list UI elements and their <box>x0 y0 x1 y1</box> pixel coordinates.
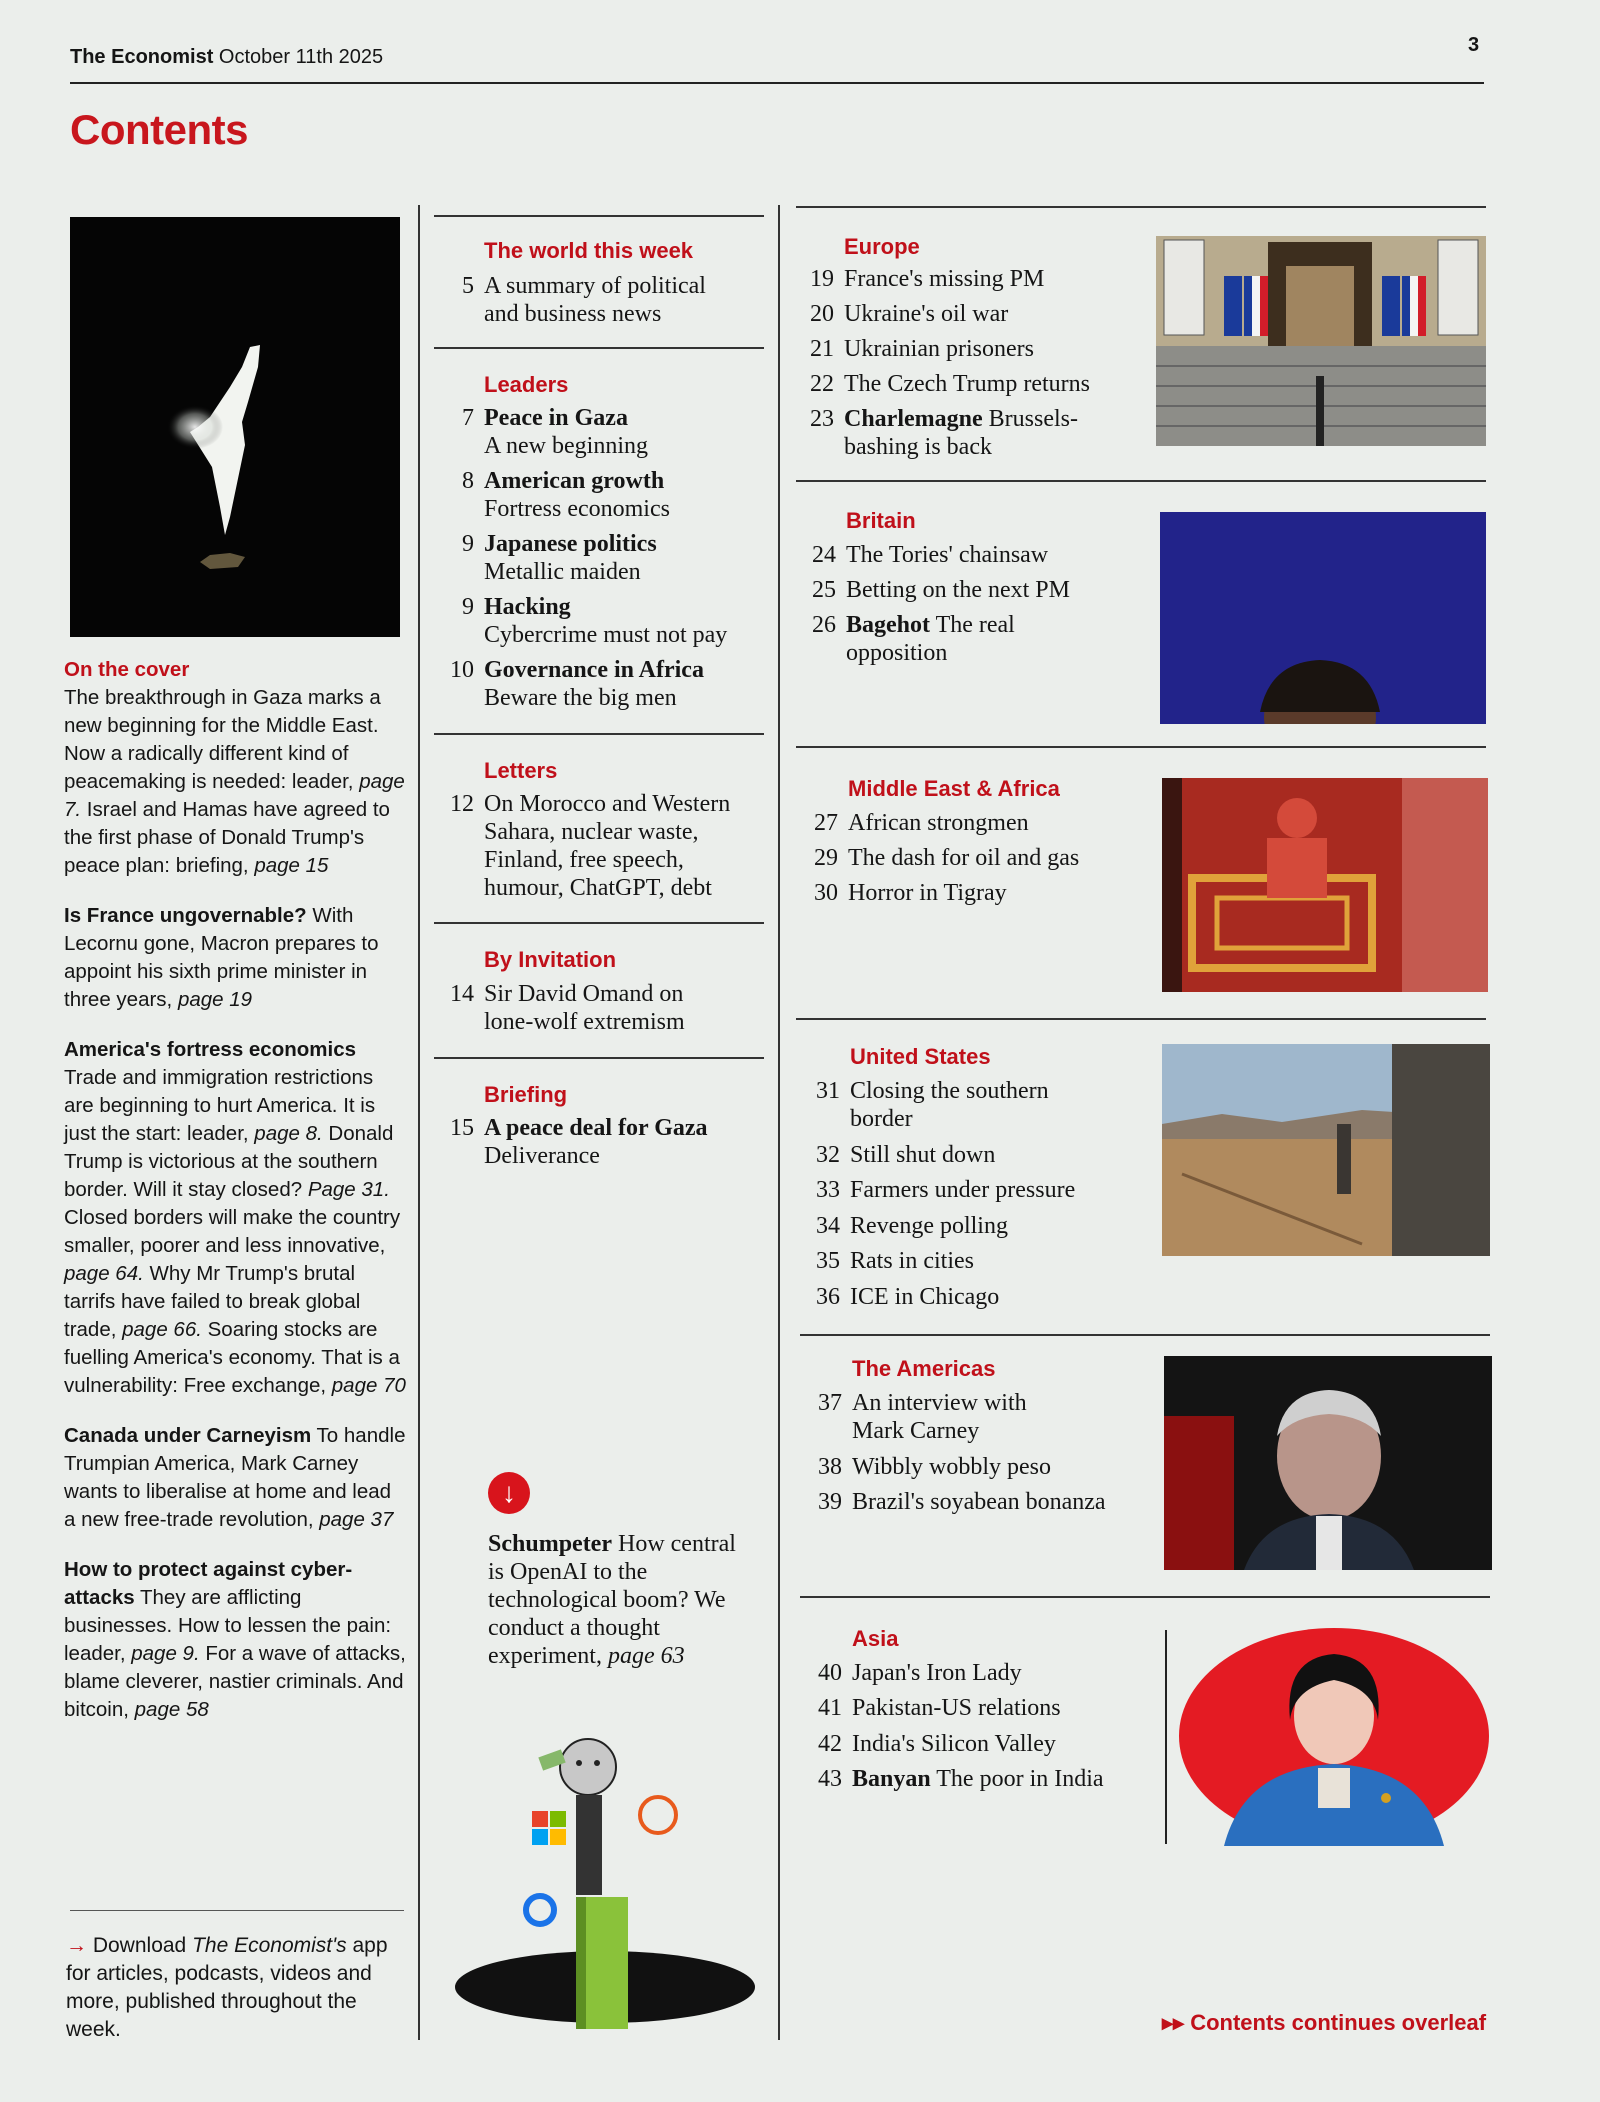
toc-entry-34[interactable] <box>810 1212 1140 1240</box>
page-num: 25 <box>812 577 836 603</box>
entry-text: Pakistan-US relations <box>852 1695 1061 1721</box>
window-right <box>1438 240 1478 335</box>
entry-line-1: The poor in India <box>930 1766 1104 1792</box>
robot-eye-left <box>576 1760 582 1766</box>
cyber-block <box>64 1556 406 1724</box>
toc-entry-27[interactable] <box>808 809 1138 837</box>
toc-entry-39[interactable] <box>812 1488 1152 1516</box>
page-num: 40 <box>818 1660 842 1686</box>
entry-line-2: Sahara, nuclear waste, <box>484 819 699 845</box>
red-backdrop <box>1164 1416 1234 1570</box>
toc-entry-23[interactable] <box>804 405 1144 461</box>
entry-line-1: Closing the southern <box>850 1078 1049 1104</box>
page-num: 15 <box>450 1115 474 1141</box>
toc-entry-22[interactable] <box>804 370 1144 398</box>
dark-border <box>1162 778 1182 992</box>
section-rule-leaders <box>434 347 764 349</box>
page-num: 31 <box>816 1078 840 1104</box>
page-num: 12 <box>450 791 474 817</box>
figure-head <box>1277 798 1317 838</box>
entry-subtitle: A new beginning <box>484 433 648 459</box>
toc-entry-7[interactable] <box>444 404 764 460</box>
page-num: 35 <box>816 1248 840 1274</box>
windows-logo-yellow <box>550 1829 566 1845</box>
entry-subtitle: Cybercrime must not pay <box>484 622 728 648</box>
download-brand: The Economist's <box>192 1934 347 1957</box>
toc-entry-35[interactable] <box>810 1247 1140 1275</box>
entry-text: African strongmen <box>848 810 1029 836</box>
flag-right-fr-white <box>1410 276 1418 336</box>
cover-illustration <box>70 217 400 637</box>
page-num: 9 <box>462 531 474 557</box>
entry-line-2: border <box>850 1106 913 1132</box>
lamp-post <box>1316 376 1324 446</box>
cyber-heading: How to protect against cyber-attacks <box>64 1558 353 1609</box>
entry-title: Japanese politics <box>484 531 657 557</box>
entry-subtitle: Deliverance <box>484 1143 600 1169</box>
entry-text: ICE in Chicago <box>850 1284 1000 1310</box>
flag-left-fr-red <box>1260 276 1268 336</box>
section-title-americas: The Americas <box>852 1356 996 1381</box>
entry-text: The dash for oil and gas <box>848 845 1080 871</box>
cyber-text-1: They are afflicting businesses. How to lessen the pain: leader, <box>64 1586 392 1665</box>
entry-text <box>484 272 706 328</box>
page-num: 36 <box>816 1284 840 1310</box>
entry-text: Japan's Iron Lady <box>852 1660 1022 1686</box>
column-divider-left <box>418 205 420 2040</box>
page-num: 30 <box>814 880 838 906</box>
schumpeter-title: Schumpeter <box>488 1531 612 1557</box>
toc-entry-20[interactable] <box>804 300 1134 328</box>
city-lights <box>200 553 245 569</box>
on-the-cover-heading: On the cover <box>64 658 190 681</box>
entry-title: Hacking <box>484 594 571 620</box>
toc-entry-32[interactable] <box>810 1141 1140 1169</box>
entry-text <box>484 790 730 902</box>
toc-entry-40[interactable] <box>812 1659 1142 1687</box>
left-column-rule <box>70 1910 404 1911</box>
flag-right-fr-blue <box>1402 276 1410 336</box>
entry-text: Wibbly wobbly peso <box>852 1454 1052 1480</box>
section-rule-britain <box>796 480 1486 482</box>
contents-continues-link[interactable] <box>1162 2010 1486 2036</box>
flower-burst <box>640 1797 676 1833</box>
entry-line-1: On Morocco and Western <box>484 791 731 817</box>
windows-logo-red <box>532 1811 548 1827</box>
entry-text: Brazil's soyabean bonanza <box>852 1489 1106 1515</box>
page-num: 37 <box>818 1390 842 1416</box>
glow-cloud <box>167 405 223 449</box>
section-rule-europe <box>796 206 1486 208</box>
page-num: 33 <box>816 1177 840 1203</box>
section-rule-world <box>434 215 764 217</box>
entry-text: Revenge polling <box>850 1213 1008 1239</box>
toc-entry-10[interactable] <box>444 656 764 712</box>
section-title-invitation: By Invitation <box>484 947 617 972</box>
schumpeter-teaser[interactable] <box>488 1530 738 1670</box>
publication-name: The Economist <box>70 46 214 68</box>
toc-entry-14[interactable] <box>444 980 764 1036</box>
page-num: 10 <box>450 657 474 683</box>
toc-entry-26[interactable] <box>806 611 1136 667</box>
entry-text <box>844 405 1078 461</box>
entry-line-1: A summary of political <box>484 273 706 299</box>
america-text-1: Trade and immigration restrictions are beginning to hurt America. It is just the start: leader, <box>64 1066 376 1145</box>
entry-text: Farmers under pressure <box>850 1177 1076 1203</box>
entry-line-1: Brussels- <box>982 406 1078 432</box>
section-title-mea: Middle East & Africa <box>848 776 1060 801</box>
page-num: 39 <box>818 1489 842 1515</box>
americas-photo <box>1164 1356 1492 1570</box>
toc-entry-29[interactable] <box>808 844 1138 872</box>
schumpeter-page-link[interactable]: page 63 <box>607 1643 685 1669</box>
page-num: 20 <box>810 301 834 327</box>
pin-badge <box>1381 1793 1391 1803</box>
toc-entry-42[interactable] <box>812 1730 1142 1758</box>
cyber-text-2: For a wave of attacks, blame cleverer, nastier criminals. And bitcoin, <box>64 1642 406 1721</box>
section-rule-briefing <box>434 1057 764 1059</box>
page-num: 29 <box>814 845 838 871</box>
america-page-link-4[interactable]: page 66. <box>122 1318 202 1341</box>
canada-heading: Canada under Carneyism <box>64 1424 312 1447</box>
america-block <box>64 1036 406 1400</box>
toc-entry-38[interactable] <box>812 1453 1142 1481</box>
entry-text <box>850 1077 1049 1133</box>
toc-entry-9-japan[interactable] <box>444 530 764 586</box>
entry-text: Horror in Tigray <box>848 880 1007 906</box>
asia-illustration <box>1164 1628 1494 1846</box>
entry-text <box>846 611 1015 667</box>
entry-text: Ukrainian prisoners <box>844 336 1034 362</box>
france-text: With Lecornu gone, Macron prepares to appoint his sixth prime minister in three years, <box>64 904 379 1011</box>
section-title-europe: Europe <box>844 234 920 259</box>
arrow-right-icon: → <box>66 1934 87 1957</box>
toc-entry-21[interactable] <box>804 335 1134 363</box>
entry-line-2: lone-wolf extremism <box>484 1009 685 1035</box>
column-name: Bagehot <box>846 612 930 638</box>
worker-figure <box>1337 1124 1351 1194</box>
page-num: 23 <box>810 406 834 432</box>
mea-photo <box>1162 778 1488 992</box>
toc-entry-30[interactable] <box>808 879 1138 907</box>
border-wall <box>1392 1044 1490 1256</box>
page-num: 26 <box>812 612 836 638</box>
page-num: 5 <box>462 273 474 299</box>
section-title-britain: Britain <box>846 508 916 533</box>
entry-title: Peace in Gaza <box>484 405 628 431</box>
entry-text: Betting on the next PM <box>846 577 1070 603</box>
flag-left-fr-blue <box>1244 276 1252 336</box>
europe-photo <box>1156 236 1486 446</box>
page-num: 27 <box>814 810 838 836</box>
pedestal-shadow <box>576 1897 586 2029</box>
toc-entry-25[interactable] <box>806 576 1136 604</box>
entry-title: A peace deal for Gaza <box>484 1115 708 1141</box>
light-panel <box>1402 778 1488 992</box>
column-divider-middle <box>778 205 780 2040</box>
toc-entry-33[interactable] <box>810 1176 1140 1204</box>
entry-text <box>484 467 670 523</box>
entry-text <box>484 1114 708 1170</box>
section-title-us: United States <box>850 1044 991 1069</box>
entry-line-1: The real <box>930 612 1015 638</box>
blouse <box>1318 1768 1350 1808</box>
toc-entry-19[interactable] <box>804 265 1134 293</box>
flag-right-eu <box>1382 276 1400 336</box>
toc-entry-41[interactable] <box>812 1694 1142 1722</box>
column-name: Banyan <box>852 1766 931 1792</box>
section-rule-invitation <box>434 922 764 924</box>
britain-photo <box>1160 512 1486 724</box>
cyber-page-link-2[interactable]: page 58 <box>134 1698 209 1721</box>
page-num: 34 <box>816 1213 840 1239</box>
download-text-1: Download <box>87 1934 193 1957</box>
entry-text <box>484 980 685 1036</box>
section-rule-americas <box>800 1334 1490 1336</box>
entry-text <box>484 656 704 712</box>
entry-title: American growth <box>484 468 665 494</box>
america-text-2: Donald Trump is victorious at the southern border. Will it stay closed? <box>64 1122 394 1201</box>
entry-text: Ukraine's oil war <box>844 301 1009 327</box>
america-text-5: Soaring stocks are fuelling America's economy. That is a vulnerability: Free exchange, <box>64 1318 400 1397</box>
cover-text-1: The breakthrough in Gaza marks a new beginning for the Middle East. Now a radically different kind of peacemaking is needed: leader, <box>64 686 381 793</box>
download-app-promo[interactable] <box>66 1932 396 2044</box>
page-num: 19 <box>810 266 834 292</box>
masthead <box>70 46 383 69</box>
america-heading: America's fortress economics <box>64 1038 357 1061</box>
section-title-letters: Letters <box>484 758 558 783</box>
section-rule-asia <box>800 1596 1490 1598</box>
page-num: 22 <box>810 371 834 397</box>
header-rule <box>70 82 1484 84</box>
schumpeter-text: How central is OpenAI to the technological boom? We conduct a thought experiment, <box>488 1531 736 1669</box>
toc-entry-24[interactable] <box>806 541 1136 569</box>
toc-entry-15[interactable] <box>444 1114 774 1170</box>
cyber-page-link-1[interactable]: page 9. <box>131 1642 200 1665</box>
entry-line-3: Finland, free speech, <box>484 847 684 873</box>
entry-title: Governance in Africa <box>484 657 704 683</box>
entry-line-1: An interview with <box>852 1390 1027 1416</box>
entry-line-2: Mark Carney <box>852 1418 980 1444</box>
page-number: 3 <box>1468 34 1480 56</box>
section-rule-mea <box>796 746 1486 748</box>
flag-right-fr-red <box>1418 276 1426 336</box>
page-num: 41 <box>818 1695 842 1721</box>
entry-text: The Czech Trump returns <box>844 371 1090 397</box>
section-rule-us <box>796 1018 1486 1020</box>
page-num: 43 <box>818 1766 842 1792</box>
section-title-leaders: Leaders <box>484 372 569 397</box>
windows-logo-blue <box>532 1829 548 1845</box>
cover-page-link-1[interactable]: page 7. <box>64 770 405 821</box>
entry-text <box>484 404 648 460</box>
window-left <box>1164 240 1204 335</box>
america-text-4: Why Mr Trump's brutal tarrifs have failed to break global trade, <box>64 1262 361 1341</box>
france-heading: Is France ungovernable? <box>64 904 307 927</box>
page-num: 7 <box>462 405 474 431</box>
entry-subtitle: Fortress economics <box>484 496 670 522</box>
schumpeter-illustration <box>440 1725 770 2040</box>
entry-subtitle: Beware the big men <box>484 685 677 711</box>
page-num: 38 <box>818 1454 842 1480</box>
toc-entry-12[interactable] <box>444 790 774 902</box>
section-title-world: The world this week <box>484 238 694 263</box>
france-block <box>64 902 406 1014</box>
entry-line-2: bashing is back <box>844 434 992 460</box>
entry-text: The Tories' chainsaw <box>846 542 1049 568</box>
page-num: 24 <box>812 542 836 568</box>
america-text-3: Closed borders will make the country smaller, poorer and less innovative, <box>64 1206 401 1257</box>
cover-image <box>70 217 400 637</box>
page-num: 14 <box>450 981 474 1007</box>
toc-entry-5[interactable] <box>444 272 764 328</box>
entry-subtitle: Metallic maiden <box>484 559 641 585</box>
entry-line-2: and business news <box>484 301 662 327</box>
entry-line-4: humour, ChatGPT, debt <box>484 875 712 901</box>
continues-text: Contents continues overleaf <box>1190 2010 1487 2035</box>
location-pin-icon <box>526 1896 554 1924</box>
cover-text-2: Israel and Hamas have agreed to the first phase of Donald Trump's peace plan: briefing, <box>64 798 390 877</box>
america-page-link-2[interactable]: Page 31. <box>307 1178 390 1201</box>
entry-text <box>852 1765 1104 1793</box>
arrow-down-icon: ↓ <box>488 1472 530 1514</box>
toc-entry-36[interactable] <box>810 1283 1140 1311</box>
entry-line-1: Sir David Omand on <box>484 981 684 1007</box>
entry-line-2: opposition <box>846 640 948 666</box>
us-photo <box>1162 1044 1490 1256</box>
america-page-link-5[interactable]: page 70 <box>331 1374 406 1397</box>
on-the-cover-block <box>64 656 406 880</box>
cover-page-link-2[interactable]: page 15 <box>254 854 329 877</box>
toc-entry-31[interactable] <box>810 1077 1140 1133</box>
entry-text: Rats in cities <box>850 1248 974 1274</box>
entry-text <box>484 593 727 649</box>
toc-entry-9-hacking[interactable] <box>444 593 774 649</box>
issue-date: October 11th 2025 <box>218 46 384 68</box>
left-column-features <box>64 656 406 1746</box>
double-arrow-icon: ▸▸ <box>1162 2010 1185 2035</box>
entry-text: India's Silicon Valley <box>852 1731 1056 1757</box>
flag-left-fr-white <box>1252 276 1260 336</box>
flag-left-eu <box>1224 276 1242 336</box>
page-title: Contents <box>70 106 248 153</box>
canada-page-link[interactable]: page 37 <box>319 1508 394 1531</box>
america-page-link-3[interactable]: page 64. <box>64 1262 144 1285</box>
entry-text: France's missing PM <box>844 266 1045 292</box>
column-name: Charlemagne <box>844 406 983 432</box>
page-num: 9 <box>462 594 474 620</box>
page-num: 21 <box>810 336 834 362</box>
entry-text <box>484 530 657 586</box>
page-num: 8 <box>462 468 474 494</box>
entry-text: Still shut down <box>850 1142 996 1168</box>
section-title-asia: Asia <box>852 1626 899 1651</box>
page-num: 32 <box>816 1142 840 1168</box>
section-title-briefing: Briefing <box>484 1082 568 1107</box>
america-page-link-1[interactable]: page 8. <box>254 1122 323 1145</box>
page-num: 42 <box>818 1731 842 1757</box>
section-rule-letters <box>434 733 764 735</box>
door <box>1286 266 1354 346</box>
entry-text <box>852 1389 1027 1445</box>
toc-entry-37[interactable] <box>812 1389 1142 1445</box>
canada-block <box>64 1422 406 1534</box>
robot-eye-right <box>594 1760 600 1766</box>
canada-text: To handle Trumpian America, Mark Carney wants to liberalise at home and lead a new free-trade revolution, <box>64 1424 406 1531</box>
robot-body <box>576 1795 602 1895</box>
figure-body <box>1267 838 1327 898</box>
shirt <box>1316 1516 1342 1570</box>
robot-head <box>560 1739 616 1795</box>
windows-logo-green <box>550 1811 566 1827</box>
toc-entry-8[interactable] <box>444 467 764 523</box>
download-text-2: app for articles, podcasts, videos and more, published throughout the week. <box>66 1934 388 2041</box>
toc-entry-43[interactable] <box>812 1765 1152 1793</box>
france-page-link[interactable]: page 19 <box>177 988 253 1011</box>
